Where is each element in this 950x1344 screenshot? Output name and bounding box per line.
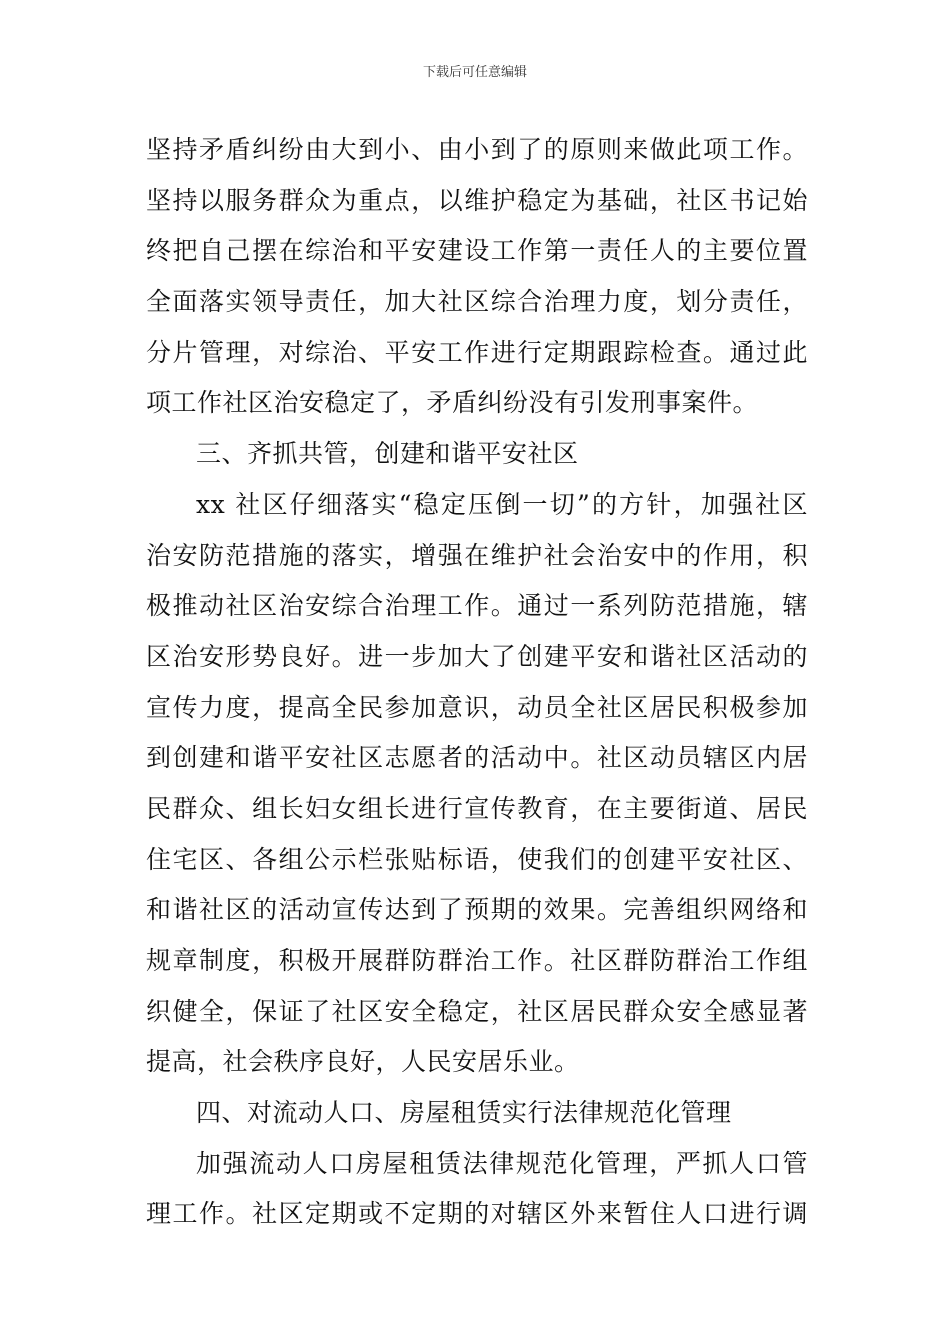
document-body — [146, 125, 808, 1240]
text-line: 终把自己摆在综治和平安建设工作第一责任人的主要位置 — [146, 236, 808, 266]
text-line: 极推动社区治安综合治理工作。通过一系列防范措施，辖 — [146, 591, 808, 621]
text-line: 坚持矛盾纠纷由大到小、由小到了的原则来做此项工作。 — [146, 135, 808, 164]
section-heading-3: 三、齐抓共管，创建和谐平安社区 — [196, 439, 579, 469]
section-heading-4: 四、对流动人口、房屋租赁实行法律规范化管理 — [196, 1098, 732, 1128]
text-line: 宣传力度，提高全民参加意识，动员全社区居民积极参加 — [146, 692, 808, 722]
text-line: 理工作。社区定期或不定期的对辖区外来暂住人口进行调 — [146, 1199, 808, 1229]
text-line: 住宅区、各组公示栏张贴标语，使我们的创建平安社区、 — [146, 844, 808, 874]
text-line: 分片管理，对综治、平安工作进行定期跟踪检查。通过此 — [146, 337, 808, 367]
text-line: 提高，社会秩序良好，人民安居乐业。 — [146, 1047, 580, 1077]
text-line: 到创建和谐平安社区志愿者的活动中。社区动员辖区内居 — [146, 743, 808, 773]
text-line: 区治安形势良好。进一步加大了创建平安和谐社区活动的 — [146, 641, 808, 671]
text-line: 织健全，保证了社区安全稳定，社区居民群众安全感显著 — [146, 996, 808, 1026]
text-line: 治安防范措施的落实，增强在维护社会治安中的作用，积 — [146, 540, 808, 570]
text-line: xx 社区仔细落实“稳定压倒一切”的方针，加强社区 — [196, 489, 808, 519]
text-line: 全面落实领导责任，加大社区综合治理力度，划分责任， — [146, 287, 808, 317]
text-line: 坚持以服务群众为重点，以维护稳定为基础，社区书记始 — [146, 185, 808, 215]
page-header: 下载后可任意编辑 — [422, 65, 527, 80]
text-line: 规章制度，积极开展群防群治工作。社区群防群治工作组 — [146, 946, 808, 975]
text-line: 和谐社区的活动宣传达到了预期的效果。完善组织网络和 — [146, 895, 808, 925]
text-line: 项工作社区治安稳定了，矛盾纠纷没有引发刑事案件。 — [146, 388, 759, 418]
text-line: 民群众、组长妇女组长进行宣传教育，在主要街道、居民 — [146, 793, 808, 823]
text-line: 加强流动人口房屋租赁法律规范化管理，严抓人口管 — [196, 1148, 808, 1178]
